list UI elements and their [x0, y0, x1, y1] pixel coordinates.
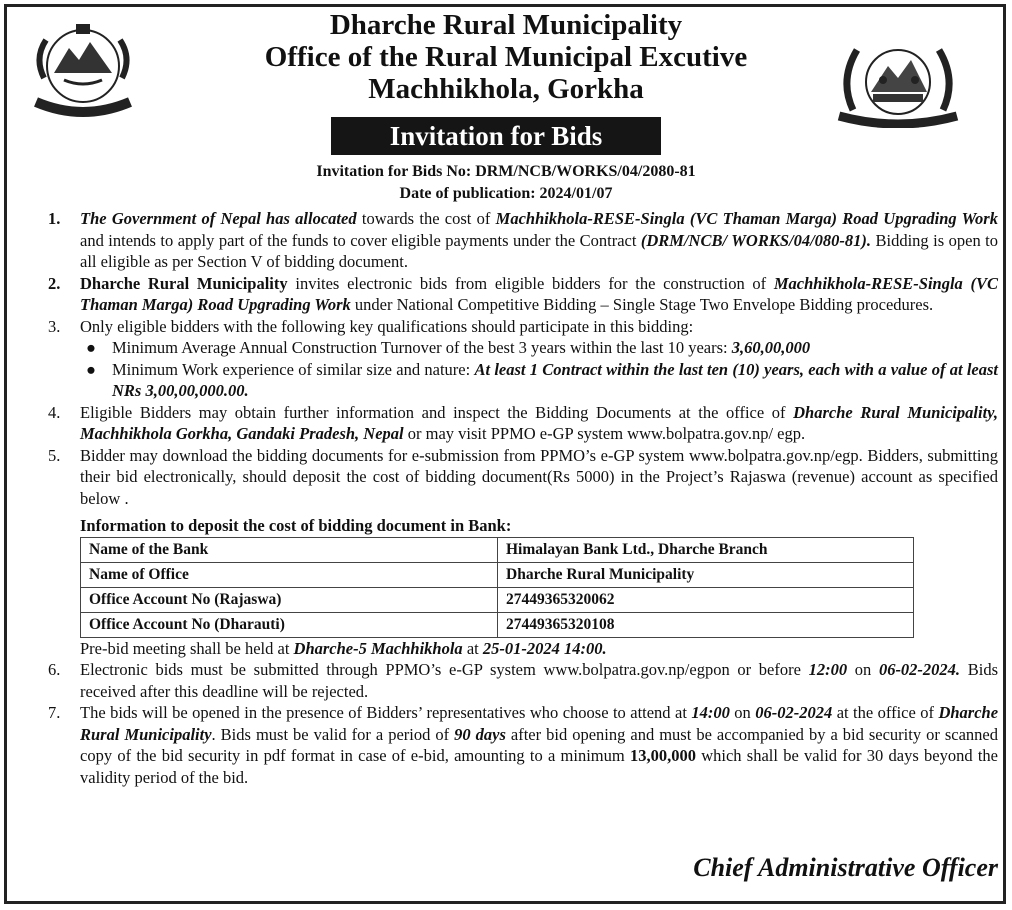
- list-item-2: 2. Dharche Rural Municipality invites electronic bids from eligible bidders for the construction of Machhikhola-RESE-Singla (VC Thaman Marga) Road Upgrading Work under National Competitive Bidding – Single Stage Two Envelope Bidding procedures.: [48, 273, 999, 314]
- ifb-number: Invitation for Bids No: DRM/NCB/WORKS/04/2080-81: [316, 163, 696, 180]
- signature: Chief Administrative Officer: [693, 853, 998, 882]
- nepal-emblem-icon: [24, 18, 142, 122]
- bank-info-table: [80, 537, 914, 638]
- list-item-6: 6. Electronic bids must be submitted through PPMO’s e-GP system www.bolpatra.gov.np/egpon or before 12:00 on 06-02-2024. Bids received after this deadline will be rejected.: [48, 660, 998, 701]
- qualification-list: [80, 337, 998, 402]
- header: [160, 9, 852, 105]
- list-item-3: 3. Only eligible bidders with the following key qualifications should participate in this bidding: ● Minimum Average Annual Construction Turnover of the best 3 years within the last 10 years: 3,60,00,000 ● Minimum Work experience of similar size and nature: At least 1 Contract within the last ten (10) years, each with a value of at least NRs 3,00,00,000.00.: [48, 316, 998, 400]
- bullet-icon: ●: [86, 359, 96, 379]
- list-item-7: 7. The bids will be opened in the presence of Bidders’ representatives who choose to attend at 14:00 on 06-02-2024 at the office of Dharche Rural Municipality. Bids must be valid for a period of 90 days after bid opening and must be accompanied by a bid security or scanned copy of the bid security in pdf format in case of e-bid, amounting to a minimum 13,00,000 which shall be valid for 30 days beyond the validity period of the bid.: [48, 703, 999, 787]
- qualification-experience: ● Minimum Work experience of similar size and nature: At least 1 Contract within the last ten (10) years, each with a value of at least NRs 3,00,00,000.00.: [86, 359, 998, 400]
- bullet-icon: ●: [86, 338, 96, 357]
- municipality-name: Dharche Rural Municipality: [329, 9, 683, 41]
- notice-body: [40, 208, 998, 788]
- list-item-5: 5. Bidder may download the bidding documents for e-submission from PPMO’s e-GP system www.bolpatra.gov.np/egp. Bidders, submitting their bid electronically, should deposit the cost of bidding document(Rs 5000) in the Project’s Rajaswa (revenue) account as specified below .: [48, 445, 998, 508]
- notice-title: Invitation for Bids: [331, 117, 661, 155]
- bank-info-title: Information to deposit the cost of bidding document in Bank:: [80, 516, 512, 535]
- table-row: Name of Office Dharche Rural Municipality: [81, 562, 914, 587]
- table-row: Office Account No (Rajaswa) 27449365320062: [81, 587, 914, 612]
- list-item-4: 4. Eligible Bidders may obtain further information and inspect the Bidding Documents at the office of Dharche Rural Municipality, Machhikhola Gorkha, Gandaki Pradesh, Nepal or may visit PPMO e-GP system www.bolpatra.gov.np/ egp.: [48, 402, 998, 443]
- prebid-meeting: Pre-bid meeting shall be held at Dharche-5 Machhikhola at 25-01-2024 14:00.: [80, 638, 607, 658]
- table-row: Office Account No (Dharauti) 27449365320108: [81, 612, 914, 637]
- table-row: Name of the Bank Himalayan Bank Ltd., Dharche Branch: [81, 537, 914, 562]
- publication-date: Date of publication: 2024/01/07: [399, 185, 613, 202]
- list-item-1: 1. The Government of Nepal has allocated towards the cost of Machhikhola-RESE-Singla (VC Thaman Marga) Road Upgrading Work and intends to apply part of the funds to cover eligible payments under the Contract (DRM/NCB/ WORKS/04/080-81). Bidding is open to all eligible as per Section V of bidding document.: [48, 209, 998, 271]
- municipality-seal-icon: [833, 40, 963, 128]
- qualification-turnover: ● Minimum Average Annual Construction Turnover of the best 3 years within the last 10 years: 3,60,00,000: [86, 338, 811, 357]
- office-name: Office of the Rural Municipal Excutive: [264, 41, 748, 73]
- office-location: Machhikhola, Gorkha: [368, 73, 644, 105]
